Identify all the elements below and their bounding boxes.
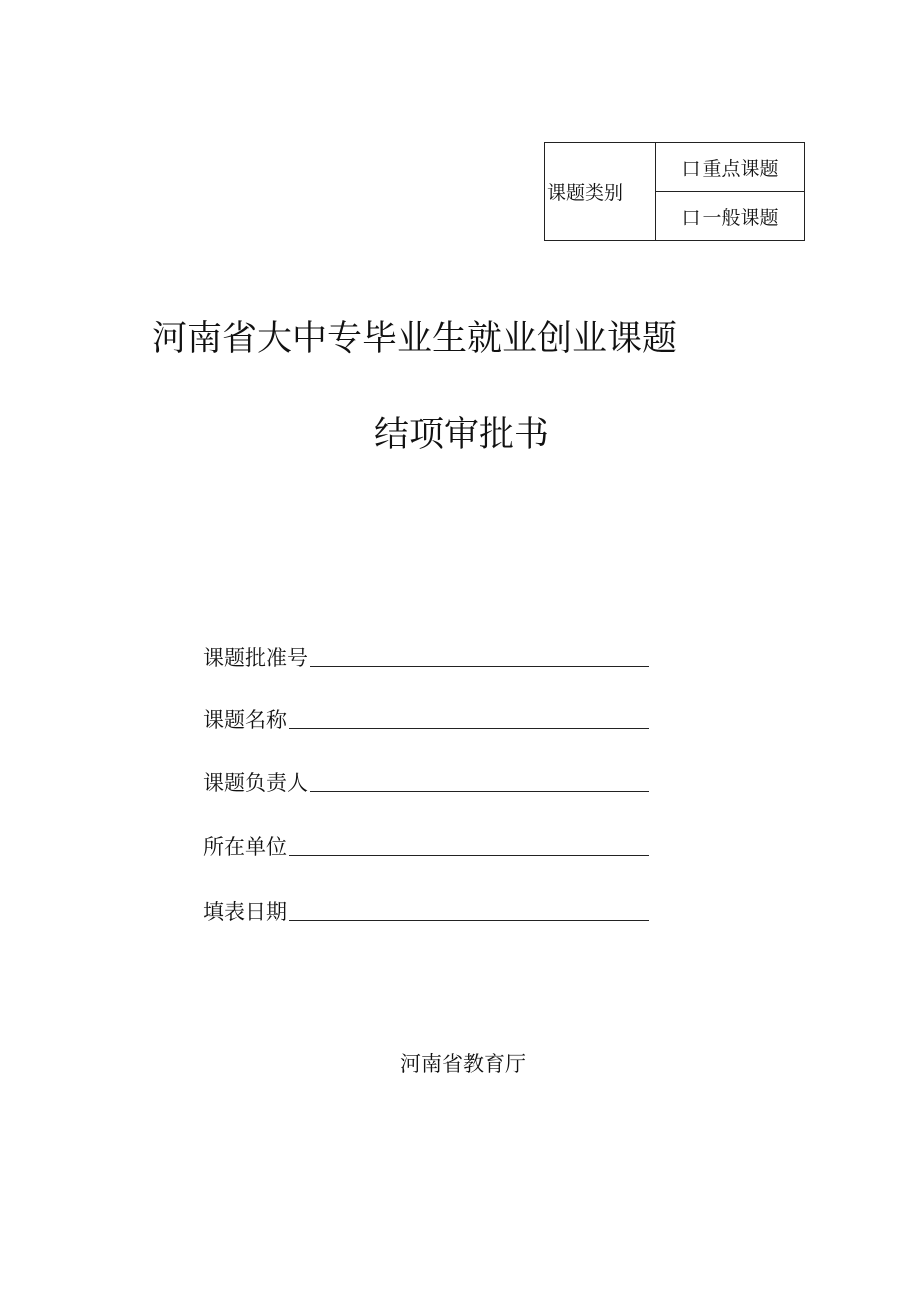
field-project-leader	[203, 762, 649, 796]
category-label: 课题类别	[545, 143, 656, 241]
field-organization-input[interactable]	[289, 833, 649, 856]
checkbox-key[interactable]: 口	[681, 157, 701, 180]
issuer-text: 河南省教育厅	[400, 1052, 526, 1076]
field-project-name-input[interactable]	[289, 706, 649, 729]
category-option-key-label: 重点课题	[702, 157, 779, 180]
document-subtitle-text: 结项审批书	[373, 415, 549, 455]
field-organization	[203, 826, 649, 860]
field-fill-date	[203, 891, 649, 925]
field-project-name-label: 课题名称	[203, 708, 287, 732]
field-project-name	[203, 699, 649, 733]
document-title: 河南省大中专毕业生就业创业课题	[152, 319, 678, 359]
category-option-general[interactable]	[656, 192, 805, 241]
category-option-general-label: 一般课题	[702, 206, 779, 229]
field-approval-number-label: 课题批准号	[203, 646, 308, 670]
field-organization-label: 所在单位	[203, 835, 287, 859]
field-approval-number-input[interactable]	[310, 644, 649, 667]
category-table	[544, 142, 805, 241]
issuer	[0, 1048, 920, 1078]
field-project-leader-label: 课题负责人	[203, 771, 308, 795]
field-fill-date-label: 填表日期	[203, 900, 287, 924]
field-approval-number	[203, 637, 649, 671]
field-project-leader-input[interactable]	[310, 769, 649, 792]
field-fill-date-input[interactable]	[289, 898, 649, 921]
checkbox-general[interactable]: 口	[681, 206, 701, 229]
category-option-key[interactable]	[656, 143, 805, 192]
document-subtitle	[0, 407, 920, 457]
